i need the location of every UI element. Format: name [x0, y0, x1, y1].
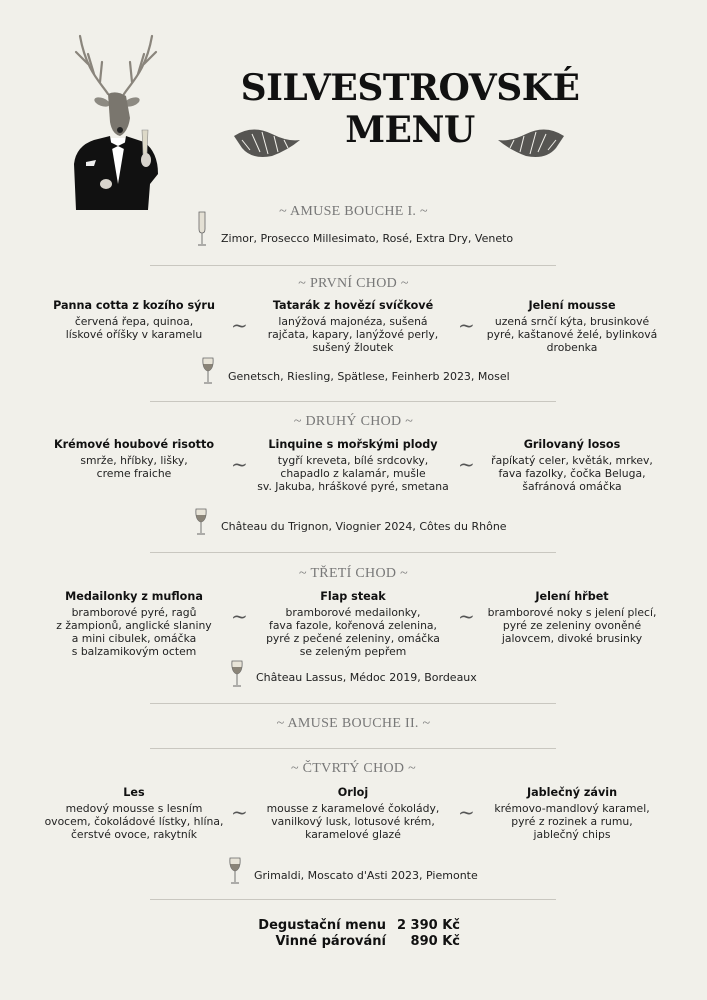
dish — [472, 438, 672, 493]
separator-tilde: ~ — [231, 313, 248, 337]
wine-glass-icon — [201, 357, 215, 385]
dish-desc: medový mousse s lesním ovocem, čokoládové lístky, hlína, čerstvé ovoce, rakytník — [44, 802, 224, 841]
dish — [472, 590, 672, 645]
section-title-prvni-chod: ~ PRVNÍ CHOD ~ — [298, 276, 409, 291]
dish — [253, 299, 453, 354]
dish-desc: uzená srnčí kýta, brusinkové pyré, kaštanové želé, bylinková drobenka — [486, 315, 658, 354]
price-label: Degustační menu — [258, 918, 386, 933]
dish-desc: tygří kreveta, bílé srdcovky, chapadlo z kalamár, mušle sv. Jakuba, hráškové pyré, smetana — [257, 454, 449, 493]
dish-desc: smrže, hříbky, lišky, creme fraiche — [80, 454, 188, 480]
divider — [150, 265, 556, 266]
divider — [150, 899, 556, 900]
deer-in-tuxedo-icon — [66, 34, 166, 210]
wine-pairing: Genetsch, Riesling, Spätlese, Feinherb 2023, Mosel — [228, 370, 510, 383]
separator-tilde: ~ — [231, 604, 248, 628]
section-title-treti-chod: ~ TŘETÍ CHOD ~ — [299, 566, 408, 581]
dish-desc: bramborové medailonky, fava fazole, kořenová zelenina, pyré z pečené zeleniny, omáčka se zeleným pepřem — [266, 606, 440, 658]
pinecone-icon — [232, 120, 302, 164]
separator-tilde: ~ — [458, 452, 475, 476]
dish-desc: mousse z karamelové čokolády, vanilkový lusk, lotusové krém, karamelové glazé — [266, 802, 440, 841]
dish-name: Orloj — [337, 786, 369, 799]
dish-desc: lanýžová majonéza, sušená rajčata, kapary, lanýžové perly, sušený žloutek — [267, 315, 439, 354]
price-label: Vinné párování — [275, 934, 386, 949]
dish-desc: červená řepa, quinoa, lískové oříšky v karamelu — [65, 315, 203, 341]
section-title-ctvrty-chod: ~ ČTVRTÝ CHOD ~ — [291, 761, 416, 776]
dish-name: Jelení hřbet — [535, 590, 609, 603]
section-title-amuse-bouche-1: ~ AMUSE BOUCHE I. ~ — [279, 204, 428, 219]
wine-pairing: Château du Trignon, Viognier 2024, Côtes du Rhône — [221, 520, 507, 533]
price-value: 2 390 Kč — [396, 918, 460, 933]
dish-name: Krémové houbové risotto — [53, 438, 215, 451]
dish — [34, 438, 234, 480]
dish-desc: řapíkatý celer, květák, mrkev, fava fazolky, čočka Beluga, šafránová omáčka — [491, 454, 653, 493]
dish — [253, 590, 453, 658]
champagne-flute-icon — [196, 211, 208, 247]
section-title-amuse-bouche-2: ~ AMUSE BOUCHE II. ~ — [276, 716, 431, 731]
price-value: 890 Kč — [410, 934, 460, 949]
wine-pairing: Grimaldi, Moscato d'Asti 2023, Piemonte — [254, 869, 478, 882]
dish-name: Grilovaný losos — [523, 438, 621, 451]
dish — [472, 786, 672, 841]
dish-name: Medailonky z muflona — [65, 590, 203, 603]
dish-name: Flap steak — [320, 590, 386, 603]
wine-pairing: Château Lassus, Médoc 2019, Bordeaux — [256, 671, 477, 684]
dish-desc: bramborové noky s jelení plecí, pyré ze zeleniny ovoněné jalovcem, divoké brusinky — [487, 606, 657, 645]
separator-tilde: ~ — [231, 800, 248, 824]
title-line-2: MENU — [345, 109, 475, 151]
wine-pairing: Zimor, Prosecco Millesimato, Rosé, Extra Dry, Veneto — [221, 232, 514, 245]
dish-name: Tatarák z hovězí svíčkové — [272, 299, 434, 312]
separator-tilde: ~ — [458, 604, 475, 628]
dish — [253, 786, 453, 841]
dish — [34, 590, 234, 658]
divider — [150, 401, 556, 402]
divider — [150, 703, 556, 704]
dish — [34, 299, 234, 341]
divider — [150, 748, 556, 749]
wine-glass-icon — [194, 508, 208, 536]
divider — [150, 552, 556, 553]
dish — [472, 299, 672, 354]
title-line-1: SILVESTROVSKÉ — [240, 67, 580, 109]
dish-name: Les — [123, 786, 145, 799]
dish-desc: bramborové pyré, ragů z žampionů, anglické slaniny a mini cibulek, omáčka s balzamikovým octem — [56, 606, 212, 658]
separator-tilde: ~ — [458, 313, 475, 337]
dish-desc: krémovo-mandlový karamel, pyré z rozinek a rumu, jablečný chips — [494, 802, 650, 841]
separator-tilde: ~ — [231, 452, 248, 476]
dish — [28, 786, 240, 841]
wine-glass-icon — [230, 660, 244, 688]
wine-glass-icon — [228, 857, 242, 885]
section-title-druhy-chod: ~ DRUHÝ CHOD ~ — [293, 414, 414, 429]
separator-tilde: ~ — [458, 800, 475, 824]
pinecone-icon — [496, 120, 566, 164]
dish-name: Linquine s mořskými plody — [268, 438, 438, 451]
dish-name: Jelení mousse — [528, 299, 616, 312]
dish-name: Jablečný závin — [526, 786, 618, 799]
dish-name: Panna cotta z kozího sýru — [53, 299, 215, 312]
dish — [245, 438, 461, 493]
